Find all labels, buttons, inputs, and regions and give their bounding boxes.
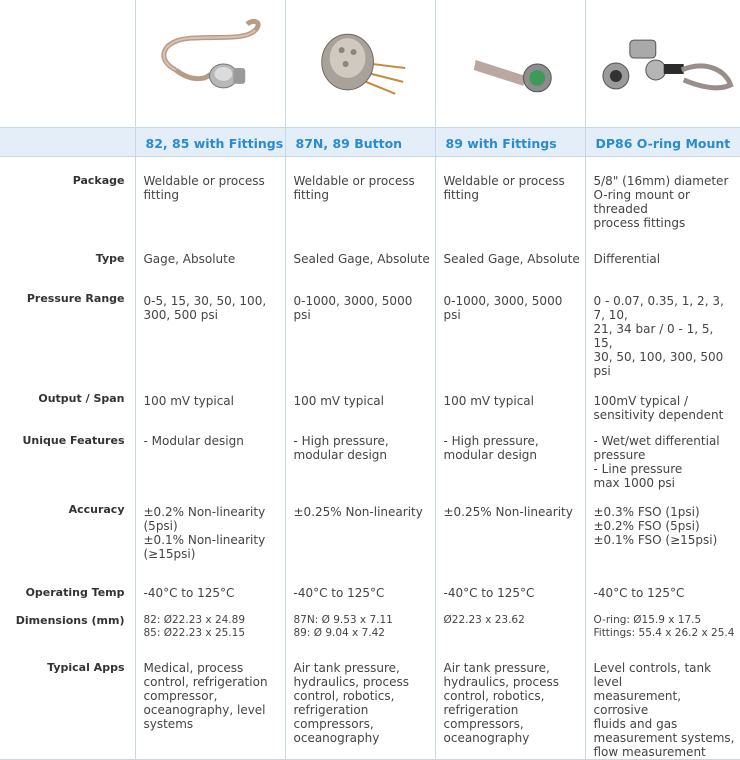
cell-value: -40°C to 125°C [436,578,585,600]
table-cell [285,422,435,490]
cell-value: 100 mV typical [286,378,435,408]
row-label: Typical Apps [0,654,135,674]
row-label-cell [0,270,135,378]
table-cell [285,606,435,654]
product-image-cell [285,0,435,128]
column-header [135,128,285,157]
table-cell [135,157,285,231]
row-label-cell [0,157,135,231]
table-cell [285,230,435,270]
column-title: 89 with Fittings [436,136,557,151]
table-cell [585,157,740,231]
product-image-cell [585,0,740,128]
header-corner [0,128,135,157]
cell-value: Medical, process control, refrigeration compressor, oceanography, level systems [136,654,285,731]
cell-value: Weldable or process fitting [436,157,585,202]
table-cell [135,490,285,578]
cell-value: - High pressure, modular design [436,422,585,462]
corner-cell [0,0,135,128]
cell-value: -40°C to 125°C [286,578,435,600]
cell-value: 0 - 0.07, 0.35, 1, 2, 3, 7, 10, 21, 34 bar / 0 - 1, 5, 15, 30, 50, 100, 300, 500 psi [586,270,740,378]
table-cell [135,422,285,490]
fitting-sensor-icon [436,0,585,127]
table-cell [585,378,740,422]
row-label: Operating Temp [0,578,135,599]
table-cell [435,270,585,378]
table-cell [585,654,740,760]
table-cell [585,422,740,490]
cell-value: Sealed Gage, Absolute [436,230,585,266]
table-cell [135,378,285,422]
table-cell [435,157,585,231]
button-sensor-pins-icon [286,0,435,127]
table-cell [285,378,435,422]
cell-value: 100 mV typical [436,378,585,408]
table-cell [435,230,585,270]
cell-value: 100mV typical / sensitivity dependent [586,378,740,422]
row-label: Output / Span [0,378,135,405]
cell-value: Level controls, tank level measurement, corrosive fluids and gas measurement systems, flow measurement [586,654,740,759]
cell-value: 0-1000, 3000, 5000 psi [286,270,435,322]
table-cell [285,578,435,606]
table-cell [585,230,740,270]
cell-value: - High pressure, modular design [286,422,435,462]
cell-value: ±0.25% Non-linearity [286,490,435,519]
cell-value: -40°C to 125°C [136,578,285,600]
table-cell [585,606,740,654]
cell-value: Weldable or process fitting [136,157,285,202]
row-label: Package [0,157,135,187]
cell-value: 82: Ø22.23 x 24.89 85: Ø22.23 x 25.15 [136,606,285,640]
table-cell [135,230,285,270]
oring-mount-sensors-icon [586,0,740,127]
table-cell [585,490,740,578]
cell-value: ±0.3% FSO (1psi) ±0.2% FSO (5psi) ±0.1% FSO (≥15psi) [586,490,740,547]
row-label-cell [0,378,135,422]
table-row [0,654,740,760]
product-image-cell [135,0,285,128]
table-row [0,490,740,578]
cell-value: 0-1000, 3000, 5000 psi [436,270,585,322]
row-label: Unique Features [0,422,135,447]
product-image-cell [435,0,585,128]
row-label-cell [0,490,135,578]
table-row [0,378,740,422]
table-cell [135,578,285,606]
cell-value: O-ring: Ø15.9 x 17.5 Fittings: 55.4 x 26.2 x 25.4 [586,606,740,640]
cell-value: Weldable or process fitting [286,157,435,202]
table-row [0,578,740,606]
cell-value: Air tank pressure, hydraulics, process control, robotics, refrigeration compressors, oceanography [286,654,435,745]
column-header-row [0,128,740,157]
column-header [585,128,740,157]
table-cell [285,157,435,231]
row-label: Type [0,230,135,265]
table-cell [435,578,585,606]
table-cell [435,378,585,422]
table-cell [585,578,740,606]
ribbon-cable-sensor-icon [136,0,285,127]
cell-value: Ø22.23 x 23.62 [436,606,585,627]
row-label-cell [0,230,135,270]
column-title: DP86 O-ring Mount [586,136,731,151]
cell-value: - Modular design [136,422,285,448]
table-cell [435,422,585,490]
row-label-cell [0,606,135,654]
table-row [0,270,740,378]
cell-value: 5/8" (16mm) diameter O-ring mount or threaded process fittings [586,157,740,230]
row-label: Dimensions (mm) [0,606,135,627]
column-title: 87N, 89 Button [286,136,403,151]
column-title: 82, 85 with Fittings [136,136,284,151]
table-cell [135,654,285,760]
row-label-cell [0,422,135,490]
table-cell [585,270,740,378]
table-row [0,606,740,654]
table-cell [435,490,585,578]
table-row [0,230,740,270]
product-image-row [0,0,740,128]
cell-value: 0-5, 15, 30, 50, 100, 300, 500 psi [136,270,285,322]
table-cell [285,270,435,378]
cell-value: ±0.2% Non-linearity (5psi) ±0.1% Non-linearity (≥15psi) [136,490,285,561]
cell-value: Gage, Absolute [136,230,285,266]
column-header [435,128,585,157]
row-label: Pressure Range [0,270,135,305]
table-cell [285,654,435,760]
row-label-cell [0,654,135,760]
column-header [285,128,435,157]
cell-value: Differential [586,230,740,266]
cell-value: Air tank pressure, hydraulics, process control, robotics, refrigeration compressors, oceanography [436,654,585,745]
cell-value: 87N: Ø 9.53 x 7.11 89: Ø 9.04 x 7.42 [286,606,435,640]
table-row [0,422,740,490]
table-cell [135,270,285,378]
row-label-cell [0,578,135,606]
cell-value: -40°C to 125°C [586,578,740,600]
table-cell [285,490,435,578]
cell-value: - Wet/wet differential pressure - Line pressure max 1000 psi [586,422,740,490]
cell-value: Sealed Gage, Absolute [286,230,435,266]
cell-value: 100 mV typical [136,378,285,408]
table-cell [135,606,285,654]
row-label: Accuracy [0,490,135,516]
table-cell [435,606,585,654]
table-cell [435,654,585,760]
table-row [0,157,740,231]
cell-value: ±0.25% Non-linearity [436,490,585,519]
